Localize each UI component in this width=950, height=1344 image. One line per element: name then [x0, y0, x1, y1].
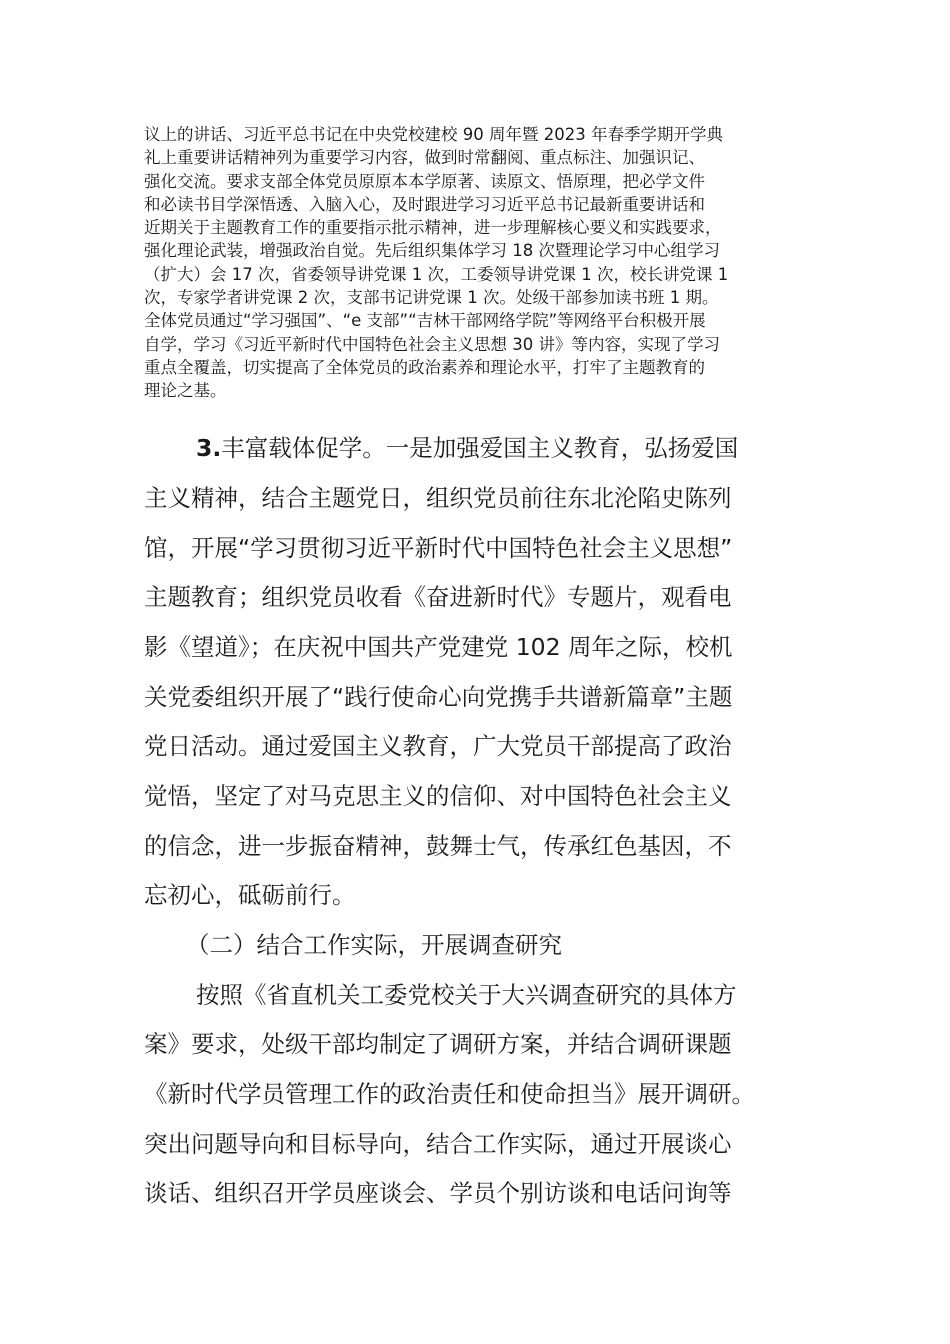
section-heading: （二）结合工作实际，开展调查研究: [186, 931, 562, 959]
text-line: 主义精神，结合主题党日，组织党员前往东北沦陷史陈列: [144, 484, 732, 512]
text-line: 觉悟，坚定了对马克思主义的信仰、对中国特色社会主义: [144, 782, 732, 810]
text-line: 礼上重要讲话精神列为重要学习内容，做到时常翻阅、重点标注、加强识记、: [144, 148, 705, 168]
section3-first-line-text: 丰富载体促学。一是加强爱国主义教育，弘扬爱国: [221, 434, 739, 462]
text-line: 近期关于主题教育工作的重要指示批示精神，进一步理解核心要义和实践要求，: [144, 218, 722, 238]
text-line: 的信念，进一步振奋精神，鼓舞士气，传承红色基因，不: [144, 832, 732, 860]
text-line: 《新时代学员管理工作的政治责任和使命担当》展开调研。: [144, 1080, 755, 1108]
text-line: 案》要求，处级干部均制定了调研方案，并结合调研课题: [144, 1030, 732, 1058]
text-line: 主题教育；组织党员收看《奋进新时代》专题片，观看电: [144, 583, 732, 611]
text-line: 谈话、组织召开学员座谈会、学员个别访谈和电话问询等: [144, 1179, 732, 1207]
section3-first-line: [196, 423, 826, 473]
text-line: 关党委组织开展了“践行使命心向党携手共谱新篇章”主题: [144, 683, 733, 711]
text-line: 突出问题导向和目标导向，结合工作实际，通过开展谈心: [144, 1130, 732, 1158]
text-line: 党日活动。通过爱国主义教育，广大党员干部提高了政治: [144, 732, 732, 760]
paragraph-top: [144, 123, 816, 403]
section-number: 3.: [196, 434, 222, 462]
text-line: 议上的讲话、习近平总书记在中央党校建校 90 周年暨 2023 年春季学期开学典: [144, 125, 723, 144]
text-line: 影《望道》；在庆祝中国共产党建党 102 周年之际，校机: [144, 633, 733, 661]
text-line: 馆，开展“学习贯彻习近平新时代中国特色社会主义思想”: [144, 534, 733, 562]
text-line: 重点全覆盖，切实提高了全体党员的政治素养和理论水平，打牢了主题教育的: [144, 357, 705, 377]
text-line: 强化交流。要求支部全体党员原原本本学原著、读原文、悟原理，把必学文件: [144, 171, 705, 191]
text-line: （扩大）会 17 次，省委领导讲党课 1 次，工委领导讲党课 1 次，校长讲党课 1: [144, 264, 729, 284]
text-line: 和必读书目学深悟透、入脑入心，及时跟进学习习近平总书记最新重要讲话和: [144, 194, 705, 214]
text-line: 强化理论武装，增强政治自觉。先后组织集体学习 18 次暨理论学习中心组学习: [144, 241, 720, 261]
text-line: 次，专家学者讲党课 2 次，支部书记讲党课 1 次。处级干部参加读书班 1 期。: [144, 288, 719, 308]
text-line: 忘初心，砥砺前行。: [144, 881, 356, 909]
text-line: 理论之基。: [144, 381, 227, 401]
text-line: 按照《省直机关工委党校关于大兴调查研究的具体方: [196, 981, 737, 1009]
text-line: 全体党员通过“学习强国”、“e 支部”“吉林干部网络学院”等网络平台积极开展: [144, 311, 706, 331]
text-line: 自学，学习《习近平新时代中国特色社会主义思想 30 讲》等内容，实现了学习: [144, 334, 720, 354]
